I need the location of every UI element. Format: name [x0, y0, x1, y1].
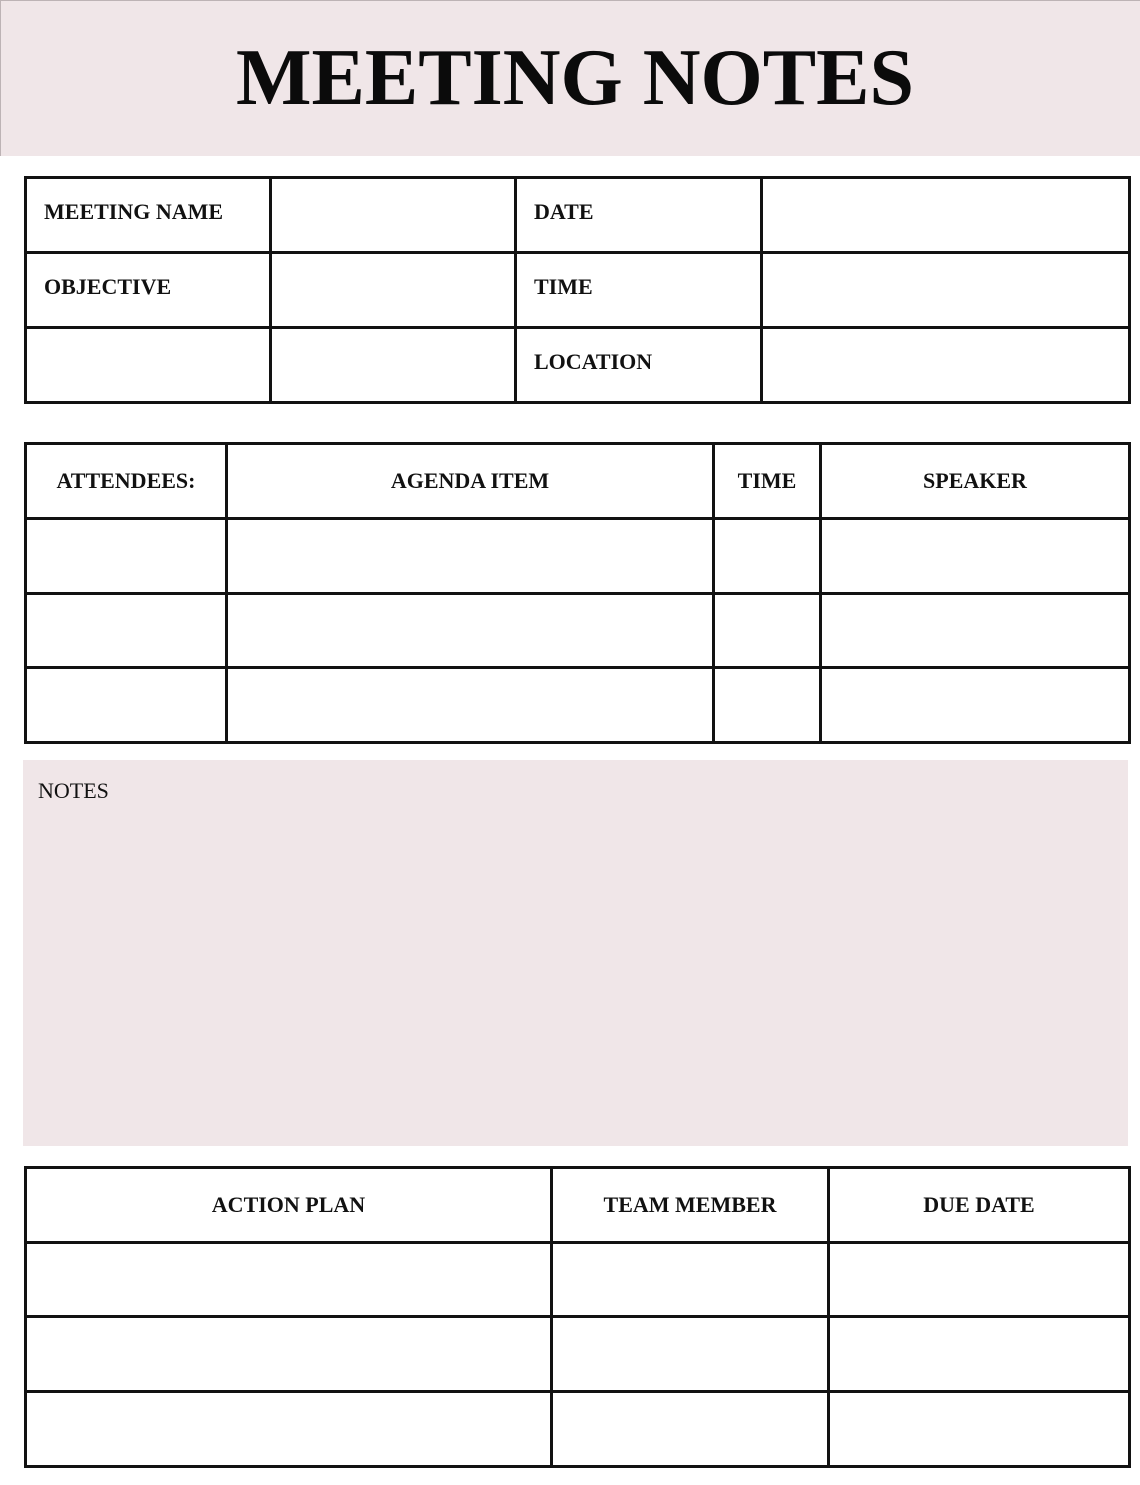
agenda-item-cell[interactable]: [227, 519, 714, 594]
attendee-cell[interactable]: [26, 519, 227, 594]
speaker-cell[interactable]: [821, 668, 1130, 743]
notes-label: NOTES: [38, 778, 109, 803]
attendee-cell[interactable]: [26, 594, 227, 668]
action-plan-cell[interactable]: [26, 1392, 552, 1467]
time-field[interactable]: [762, 253, 1130, 328]
info-row-meeting-name: [26, 178, 1130, 253]
attendee-cell[interactable]: [26, 668, 227, 743]
notes-area[interactable]: [23, 760, 1128, 1146]
date-label: DATE: [516, 178, 762, 253]
action-plan-table: [24, 1166, 1131, 1468]
agenda-time-cell[interactable]: [714, 594, 821, 668]
due-date-cell[interactable]: [829, 1317, 1130, 1392]
agenda-row: [26, 594, 1130, 668]
meeting-name-label: MEETING NAME: [26, 178, 271, 253]
due-date-cell[interactable]: [829, 1243, 1130, 1317]
team-member-cell[interactable]: [552, 1243, 829, 1317]
due-date-cell[interactable]: [829, 1392, 1130, 1467]
objective-extra-cell[interactable]: [26, 328, 271, 403]
agenda-row: [26, 519, 1130, 594]
action-row: [26, 1243, 1130, 1317]
action-row: [26, 1317, 1130, 1392]
team-member-cell[interactable]: [552, 1392, 829, 1467]
objective-field[interactable]: [271, 253, 516, 328]
agenda-time-header: TIME: [714, 444, 821, 519]
action-header-row: [26, 1168, 1130, 1243]
info-row-location: [26, 328, 1130, 403]
meeting-name-field[interactable]: [271, 178, 516, 253]
agenda-item-cell[interactable]: [227, 594, 714, 668]
action-plan-header: ACTION PLAN: [26, 1168, 552, 1243]
action-plan-cell[interactable]: [26, 1243, 552, 1317]
meeting-info-table: [24, 176, 1131, 404]
agenda-header-row: [26, 444, 1130, 519]
objective-label: OBJECTIVE: [26, 253, 271, 328]
agenda-time-cell[interactable]: [714, 519, 821, 594]
location-label: LOCATION: [516, 328, 762, 403]
agenda-item-cell[interactable]: [227, 668, 714, 743]
agenda-item-header: AGENDA ITEM: [227, 444, 714, 519]
info-row-objective: [26, 253, 1130, 328]
speaker-cell[interactable]: [821, 519, 1130, 594]
attendees-header: ATTENDEES:: [26, 444, 227, 519]
action-plan-cell[interactable]: [26, 1317, 552, 1392]
location-field[interactable]: [762, 328, 1130, 403]
page-title: MEETING NOTES: [236, 34, 914, 122]
agenda-table: [24, 442, 1131, 744]
team-member-cell[interactable]: [552, 1317, 829, 1392]
agenda-row: [26, 668, 1130, 743]
speaker-header: SPEAKER: [821, 444, 1130, 519]
date-field[interactable]: [762, 178, 1130, 253]
action-row: [26, 1392, 1130, 1467]
team-member-header: TEAM MEMBER: [552, 1168, 829, 1243]
speaker-cell[interactable]: [821, 594, 1130, 668]
time-label: TIME: [516, 253, 762, 328]
agenda-time-cell[interactable]: [714, 668, 821, 743]
due-date-header: DUE DATE: [829, 1168, 1130, 1243]
objective-extra-field[interactable]: [271, 328, 516, 403]
